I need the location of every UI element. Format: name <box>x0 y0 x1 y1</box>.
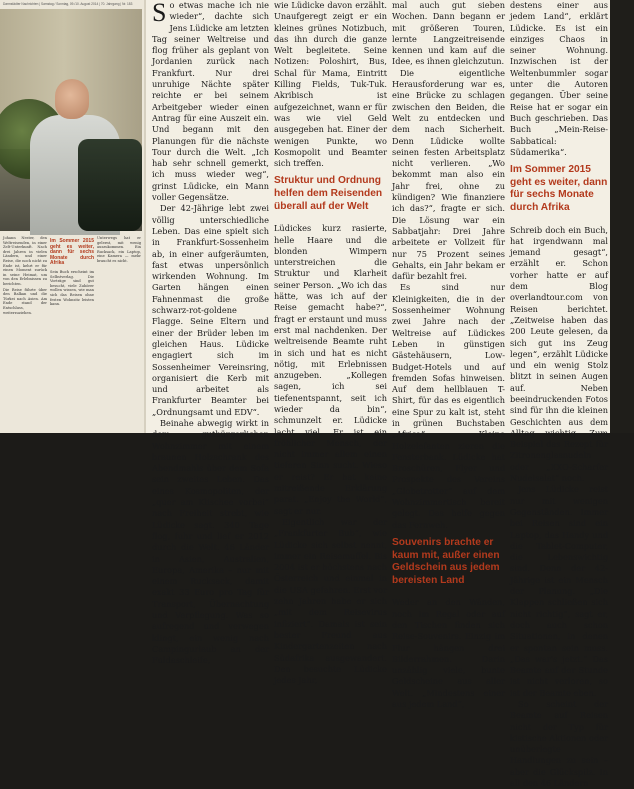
paragraph-11: destens einer aus jedem Land“, erklärt Lüdicke. Es ist ein einziges Chaos in seiner Wohnung. Inzwischen ist der Weltenbummler sogar unter die Autoren gegangen. Über seine Reise hat er sogar ein Buch geschrieben. Das Buch „Mein-Reise-Sabbatical: Südamerika“. <box>510 0 608 157</box>
left-text-b: Die Reise führte über den Balkan und die Türkei nach Asien. Am Ende stand der Entschluss, weiterzuziehen. <box>3 287 47 315</box>
paragraph-14: So scheint der Beamte auf Reisen nicht der Typ für kistische Aktionen oder unüberlegte Handlungen zu sein – aber die Glückspilz. In all den 46 Ländern <box>510 699 608 789</box>
left-text-a: Johann Nester, den Weltreisenden, in einer Zelt-Unterkunft. Nach drei Jahren in vielen Ländern, und einer Reise, die noch nicht zu Ende ist, kehrt er für einen Moment zurück in seine Heimat, um von den Erlebnissen zu berichten. <box>3 236 47 286</box>
article-column-3 <box>392 0 505 709</box>
left-column-2 <box>50 236 94 433</box>
paragraph-13: Jens Lüdicke reist nur mit wenigen Gegenständen. Immer bei Reisen sind ein Laptop, das Handy und die Tablet-Computer, die Lebenswichtig sind. Denn der 42-Jährige ist ein Mensch der Planung. „Die Klappen schließen sich nicht richtig“, sagt er, doch auch schon Situationen, in denen er spontan sein muss. „Das war's jetzt.“ Das Beamte auf der Stunde ist nicht verloren, so ist der Beamte eben. <box>510 484 608 698</box>
paragraph-4: wie Lüdicke davon erzählt. Unaufgeregt zeigt er ein kleines grünes Notizbuch, das ihn durch die ganze Welt begleitete. Seine Notizen: Poloshirt, Bus, Schal für Mama, Eintritt Killing Fields, Tuk-Tuk. Akribisch ist aufgezeichnet, wann er für was wie viel Geld ausgegeben hat. Einer der wenigen Punkte, wo Kosmopolit und Beamter sich treffen. <box>274 0 387 169</box>
subheading-africa: Im Sommer 2015 geht es weiter, dann für sechs Monate durch Afrika <box>510 164 608 213</box>
photo-person-head <box>55 79 89 119</box>
paragraph-3: Beinahe abwegig wirkt in dem gutbürgerlichen Wohnzimmer mit einem braunen Holzschrank des Abendmahls über dem Sofa sein zweites Leben. Das eines Kosmopoliten, der „quer am Klischee vorbei“ nach Freiheit strebt, wie Lüdicke sagt. 340 Tage flog, fuhr und lief er 2012 durch die Welt. 46 Länder in Asien, Australien, Europa, Amerika – nur mit einem Rucksack, damit exakt 33 Euro pro Tag für Transport, Übernachtung und Verpflegung. Was so aufregend und verwegen klingt, ein wenig nach Campingurlaub an der Fuldaschleife, <box>152 417 269 666</box>
paragraph-1-text: o etwas mache ich nie wieder“, dachte sich Jens Lüdicke am letzten Tag seiner Weltreise und flog früher als geplant von Jordanien zurück nach Frankfurt. Nur drei unruhige Nächte später reichte er bei seinem Arbeitgeber wieder einen Antrag für eine Auszeit ein. Und begann mit den Planungen für die nächste Tour durch die Welt. „Ich hab sehr schnell gemerkt, ich muss wieder weg“, grinst Lüdicke, ein Mann voller Gegensätze. <box>152 0 269 203</box>
drop-cap: S <box>152 0 167 27</box>
paragraph-6: Eigentlich war der „Frankfurter Bub“, wie Lüdicke sich selbst nennt, immer ein Reisemuffel. Bis 2004 ist er höchstens nach Österreich und einmal in die USA gefahren. Erst vor zehn Jahren habe er sich „mit dem Reisevirus infiziert“. Damals ist sein bester Freund aus Kindergartenzeiten nach Südafrika ausgewandert. Den besuchte Lüdicke jedes Jahr, <box>274 516 387 686</box>
traveler-photo <box>0 9 142 231</box>
paragraph-5: Lüdickes kurz rasierte, helle Haare und die blonden Wimpern unterstreichen die Struktur und Klarheit seiner Person. „Wo ich das hätte, was ich auf der Reise gemacht habe?“, fragt er erstaunt und muss erst mal nachdenken. Der weltreisende Beamte ruht in sich und hat es nicht nötig, mit Erlebnissen anzugeben. „Kollegen sagen, ich sei tiefenentspannt, seit ich wieder da bin“, schmunzelt er. Lüdicke lacht viel. Er ist ein fröhlicher Mensch, der nicht immer allem einen tieferen Sinn sucht. Wieso er reist? Er hat keine mitreißende Erklärung parat. „Enjoy the World“, sagt er nur. <box>274 223 387 516</box>
left-headline: Im Sommer 2015 geht es weiter, dann für sechs Monate durch Afrika <box>50 238 94 267</box>
left-text-c: Sein Buch erscheint im Selbstverlag. Die Vorträge sind gut besucht, viele Zuhörer wollen wissen, wie man sich das Reisen ohne festen Wohnsitz leisten kann. <box>50 269 94 307</box>
left-text-d: Unterwegs hat er gelernt, mit wenig auszukommen. Ein Rucksack, ein Laptop, eine Kamera — mehr braucht es nicht. <box>97 236 141 263</box>
paragraph-7: mal auch gut sieben Wochen. Dann begann er mit größeren Touren, lernte Langzeitreisende kennen und kam auf die Idee, es ihnen gleichzutun. <box>392 0 505 67</box>
subheading-souvenirs: Souvenirs brachte er kaum mit, außer einen Geldschein aus jedem bereisten Land <box>392 536 500 586</box>
left-page-columns <box>0 236 144 433</box>
left-page-header: Darmstädter Nachrichten | Samstag / Sonntag, 09./10. August 2014 | 70. Jahrgang | Nr. 183 <box>3 2 133 6</box>
left-column-1 <box>3 236 47 433</box>
background-edge <box>610 0 634 433</box>
gutter <box>144 0 146 433</box>
article-column-1 <box>152 0 269 666</box>
article-column-2 <box>274 0 387 686</box>
subheading-structure: Struktur und Ordnung helfen dem Reisenden überall auf der Welt <box>274 175 383 212</box>
paragraph-1 <box>152 0 269 203</box>
paragraph-10: Weder an den Wänden, noch im Regal oder auf den Tischen finden sich Reise-Souvenirs. Einzig im Flur hängen drei Bilderrahmen. Darin unzählig viele, bunte Geldscheine aus aller Welt. „Mindestens einer aus jedem Land“, <box>392 597 505 709</box>
paragraph-12: Schreib doch ein Buch, hat irgendwann mal jemand gesagt“, erzählt er. Schon vorher hatte er auf dem Blog overlandtour.com von Reisen berichtet. „Zeitweise haben das 200 Leute gelesen, da sich gut ins Zeug legen“, erzählt Lüdicke und ein wenig Stolz blitzt in seinen Augen auf. Neben beeindruckenden Fotos sind für ihn die kleinen Geschichten aus dem Alltag wichtig. Zum Beispiel das Rezept für Zitronenglasnudeln oder „XXO-Scharfer Nudelsalat“ noch. <box>510 224 608 484</box>
left-column-3 <box>97 236 141 433</box>
paragraph-2: Der 42-Jährige lebt zwei völlig unterschiedliche Leben. Das eine spielt sich in Frankfurt-Sossenheim ab, in einer aufgeräumten, fast etwas unpersönlich wirkenden Wohnung. Im Garten hängen einen Fahnenmast die große schwarz-rot-goldene Flagge. Seine Eltern und einer der Brüder leben im gleichen Haus. Lüdicke engagiert sich im Sossenheimer Vereinsring, organisiert die Kerb mit und arbeitet als Frankfurter Beamter bei „Ordnungsamt und EDV“. <box>152 203 269 417</box>
paragraph-9: Es sind nur Kleinigkeiten, die in der Sossenheimer Wohnung zwei Jahre nach der Weltreise auf Lüdickes Leben in günstigen Gästehäusern, Low-Budget-Hotels und auf fremden Sofas hinweisen. Auf dem hellblauen T-Shirt, für das es eigentlich eine Spur zu kalt ist, steht in grünen Buchstaben „Africa“. Kleine Holzelefanten zieren die Fensterbank. Lüdicke hat Broschüren, Flyer und Prospekte des Vereins „Globetrotter“ auf dem Wohnzimmertisch bereit gelegt. Das helfe gegen das Fernweh. <box>392 282 505 530</box>
paragraph-8: Die eigentliche Herausforderung war es, eine Brücke zu schlagen zwischen den Beiden, die Welt zu entdecken und dem nach Sicherheit. Denn Lüdicke wollte seinen festen Arbeitsplatz nicht verlieren. „Wo bekommt man also ein Jahr frei, ohne zu kündigen? Wie finanziere ich das?“, fragte er sich. Die Lösung war ein Sabbatjahr: Drei Jahre arbeitete er Vollzeit für nur 75 Prozent seines Gehalts, ein Jahr bekam er dafür bezahlt frei. <box>392 67 505 282</box>
left-page <box>0 0 144 433</box>
article-column-4 <box>510 0 608 789</box>
photo-backpack <box>78 139 142 231</box>
